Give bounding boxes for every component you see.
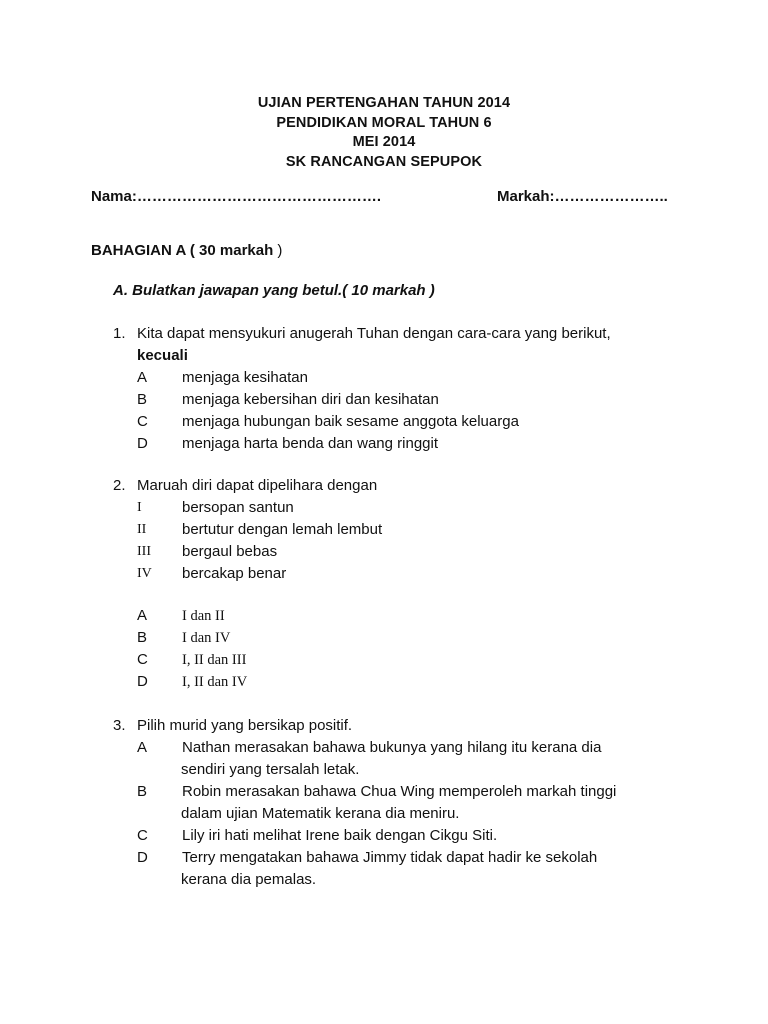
question-text: Kita dapat mensyukuri anugerah Tuhan dengan cara-cara yang berikut,: [137, 325, 611, 342]
option-key: C: [137, 827, 148, 844]
option-text: menjaga kesihatan: [182, 369, 308, 386]
option-key: A: [137, 739, 148, 756]
option-key: D: [137, 849, 148, 866]
exam-header: [0, 94, 768, 172]
option-d-continuation: kerana dia pemalas.: [181, 871, 317, 888]
option-key: B: [137, 629, 148, 646]
option-text: menjaga kebersihan diri dan kesihatan: [182, 391, 439, 408]
name-field: Nama:………………………………………….: [91, 188, 382, 205]
statement-i: [113, 497, 713, 519]
instruction: A. Bulatkan jawapan yang betul.( 10 markah ): [113, 282, 435, 299]
option-text: Robin merasakan bahawa Chua Wing memperoleh markah tinggi: [182, 783, 617, 800]
question-number: 1.: [113, 325, 126, 342]
option-text: menjaga harta benda dan wang ringgit: [182, 435, 439, 452]
statement-iii: [113, 541, 713, 563]
option-key: B: [137, 783, 148, 800]
option-a-continuation: sendiri yang tersalah letak.: [181, 761, 360, 778]
option-d[interactable]: [113, 671, 713, 693]
statement-text: bertutur dengan lemah lembut: [182, 521, 383, 538]
statement-text: bercakap benar: [182, 565, 287, 582]
header-date: MEI 2014: [352, 134, 416, 150]
option-key: D: [137, 435, 148, 452]
section-title: [91, 242, 282, 259]
question-number: 2.: [113, 477, 126, 494]
question-text: Maruah diri dapat dipelihara dengan: [137, 477, 378, 494]
option-key: D: [137, 673, 148, 690]
question-emphasis: kecuali: [137, 347, 188, 364]
section-title-text: BAHAGIAN A ( 30 markah: [91, 242, 274, 259]
statement-key: I: [137, 500, 142, 515]
option-c[interactable]: [113, 411, 713, 433]
statement-text: bergaul bebas: [182, 543, 278, 560]
option-text: I dan II: [182, 608, 225, 624]
question-number: 3.: [113, 717, 126, 734]
option-a[interactable]: [113, 367, 713, 389]
option-b[interactable]: [113, 781, 713, 803]
statement-iv: [113, 563, 713, 585]
option-d[interactable]: [113, 847, 713, 869]
option-text: Nathan merasakan bahawa bukunya yang hilang itu kerana dia: [182, 739, 602, 756]
option-key: A: [137, 369, 148, 386]
option-text: I, II dan IV: [182, 674, 248, 690]
option-key: A: [137, 607, 148, 624]
statement-ii: [113, 519, 713, 541]
option-b-continuation: dalam ujian Matematik kerana dia meniru.: [181, 805, 460, 822]
option-a[interactable]: [113, 737, 713, 759]
option-text: Terry mengatakan bahawa Jimmy tidak dapat hadir ke sekolah: [182, 849, 598, 866]
option-key: C: [137, 651, 148, 668]
statement-key: IV: [137, 566, 152, 581]
question-text: Pilih murid yang bersikap positif.: [137, 717, 353, 734]
option-d[interactable]: [113, 433, 713, 455]
header-subject: PENDIDIKAN MORAL TAHUN 6: [276, 114, 492, 131]
option-b[interactable]: [113, 389, 713, 411]
option-text: I dan IV: [182, 630, 231, 646]
option-b[interactable]: [113, 627, 713, 649]
option-key: C: [137, 413, 148, 430]
question-3: [113, 715, 713, 891]
option-key: B: [137, 391, 148, 408]
option-a[interactable]: [113, 605, 713, 627]
option-text: I, II dan III: [182, 652, 247, 668]
option-text: Lily iri hati melihat Irene baik dengan Cikgu Siti.: [182, 827, 498, 844]
statement-key: III: [137, 544, 151, 559]
statement-key: II: [137, 522, 147, 537]
option-text: menjaga hubungan baik sesame anggota keluarga: [182, 413, 519, 430]
question-1: [113, 323, 713, 455]
marks-field: Markah:…………………..: [497, 188, 668, 205]
header-school: SK RANCANGAN SEPUPOK: [285, 153, 483, 170]
option-c[interactable]: [113, 649, 713, 671]
statement-text: bersopan santun: [182, 499, 294, 516]
question-2: [113, 475, 713, 693]
option-c[interactable]: [113, 825, 713, 847]
section-title-close: ): [273, 242, 283, 259]
header-exam-title: UJIAN PERTENGAHAN TAHUN 2014: [257, 95, 511, 111]
